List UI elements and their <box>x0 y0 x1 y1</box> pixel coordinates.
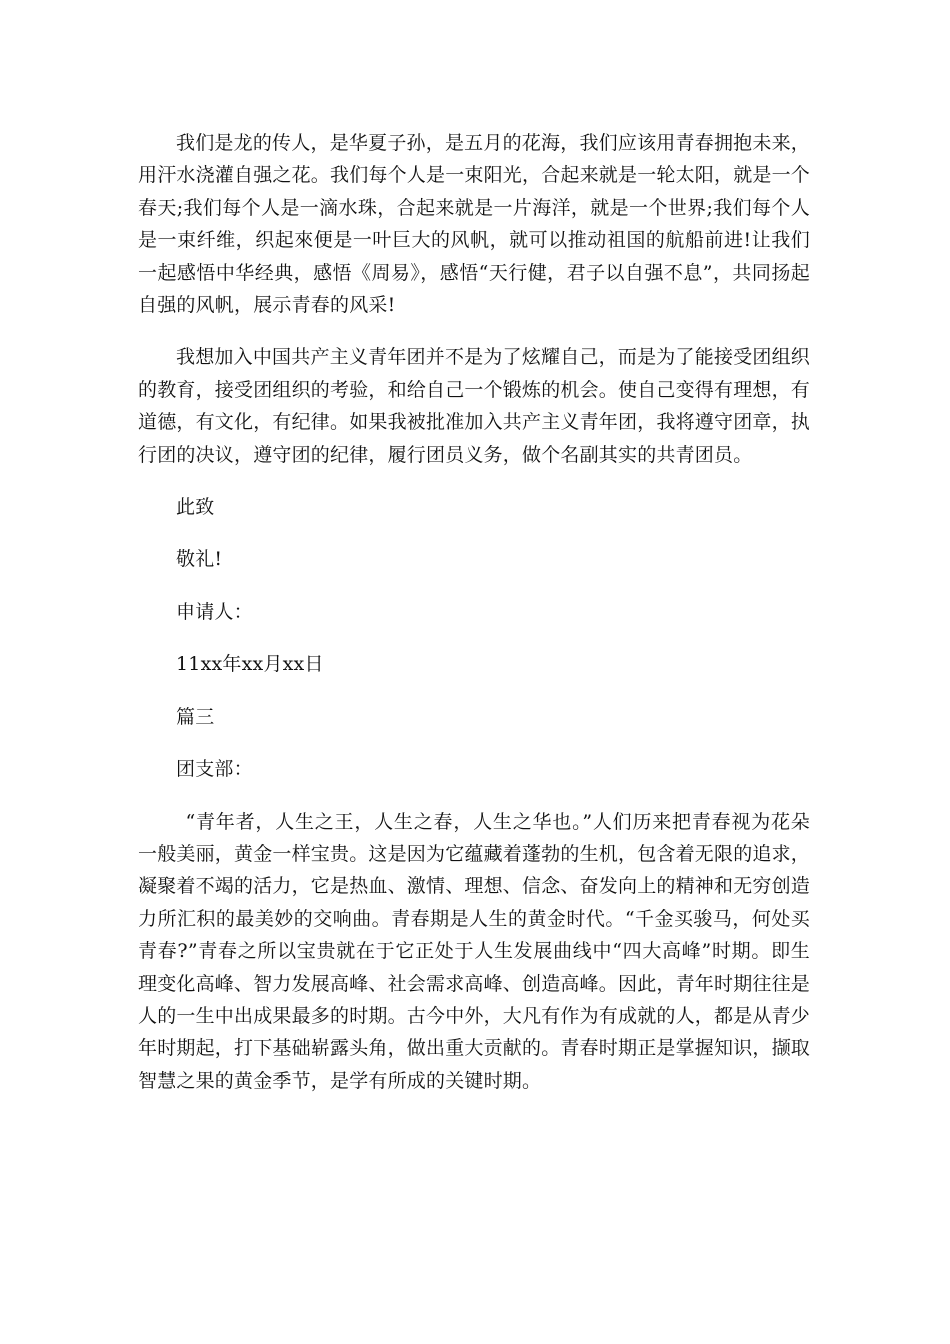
paragraph-3: “青年者，人生之王，人生之春，人生之华也。”人们历来把青春视为花朵一般美丽，黄金一样宝贵。这是因为它蕴藏着蓬勃的生机，包含着无限的追求，凝聚着不竭的活力，它是热血、激情、理想、信念、奋发向上的精神和无穷创造力所汇积的最美妙的交响曲。青春期是人生的黄金时代。“千金买骏马，何处买青春?”青春之所以宝贵就在于它正处于人生发展曲线中“四大高峰”时期。即生理变化高峰、智力发展高峰、社会需求高峰、创造高峰。因此，青年时期往往是人的一生中出成果最多的时期。古今中外，大凡有作为有成就的人，都是从青少年时期起，打下基础崭露头角，做出重大贡献的。青春时期正是掌握知识，撷取智慧之果的黄金季节，是学有所成的关键时期。 <box>138 810 811 1092</box>
closing-salutation: 此致 <box>176 496 215 519</box>
recipient-line: 团支部： <box>176 758 253 781</box>
paragraph-1: 我们是龙的传人，是华夏子孙，是五月的花海，我们应该用青春拥抱未来，用汗水浇灌自强之花。我们每个人是一束阳光，合起来就是一轮太阳，就是一个春天;我们每个人是一滴水珠，合起来就是一片海洋，就是一个世界;我们每个人是一束纤维，织起來便是一叶巨大的风帆，就可以推动祖国的航船前进!让我们一起感悟中华经典，感悟《周易》，感悟“天行健，君子以自强不息”，共同扬起自强的风帆，展示青春的风采! <box>138 132 811 317</box>
document-body <box>138 127 810 1117</box>
paragraph-2: 我想加入中国共产主义青年团并不是为了炫耀自己，而是为了能接受团组织的教育，接受团组织的考验，和给自己一个锻炼的机会。使自己变得有理想，有道德，有文化，有纪律。如果我被批准加入共产主义青年团，我将遵守团章，执行团的决议，遵守团的纪律，履行团员义务，做个名副其实的共青团员。 <box>138 346 811 466</box>
date-line: 11xx年xx月xx日 <box>176 653 324 676</box>
applicant-label: 申请人： <box>176 600 253 623</box>
section-title: 篇三 <box>176 705 215 728</box>
closing-respect: 敬礼! <box>176 548 223 571</box>
